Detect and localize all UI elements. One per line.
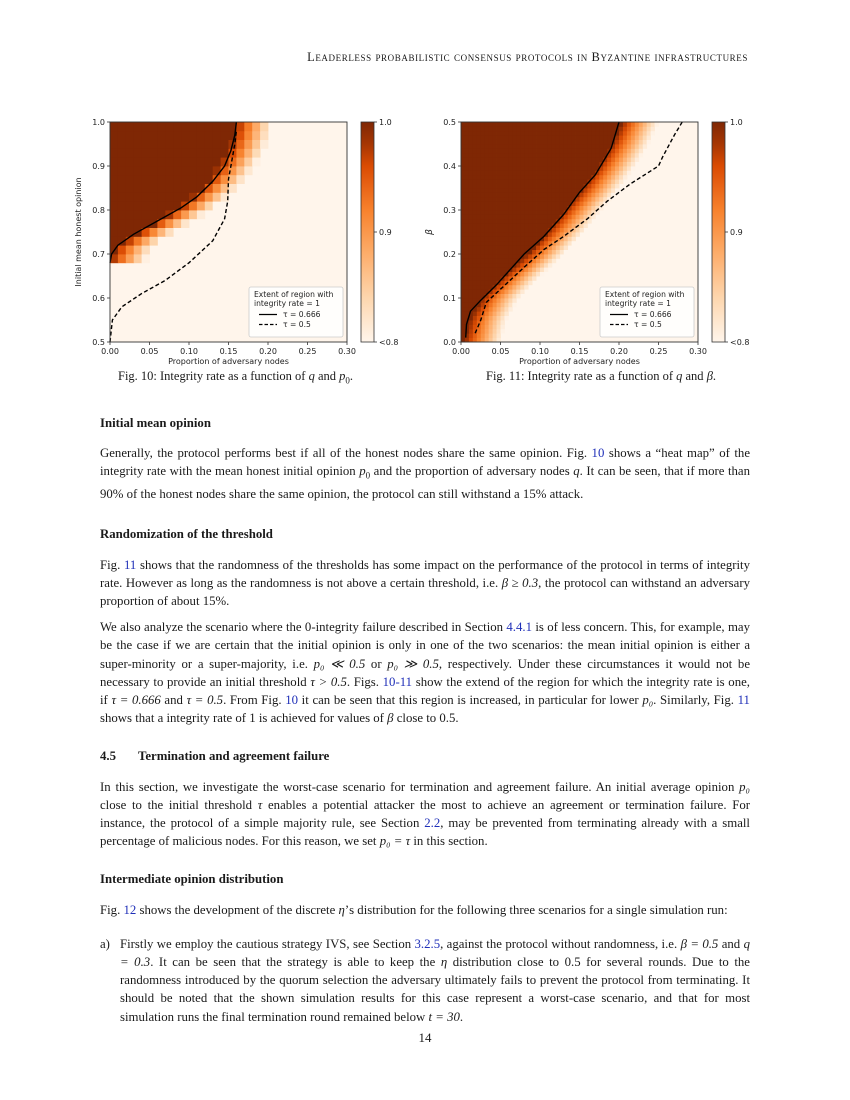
running-head: Leaderless probabilistic consensus protocols in Byzantine infrastructures [307, 50, 748, 64]
paragraph-termination: In this section, we investigate the worst-case scenario for termination and agreement failure. An initial average opinion p₀ close to the initial threshold τ enables a potential attacker the most to achieve an agreement or termination failure. For instance, the protocol of a simple majority rule, see Section 2.2, may be prevented from terminating already with a small percentage of malicious nodes. For this reason, we set p₀ = τ in this section. [100, 779, 750, 849]
ref-section-4-4-1[interactable]: 4.4.1 [506, 620, 532, 635]
paragraph-initial-mean: Generally, the protocol performs best if all of the honest nodes share the same opinion. Fig. 10 shows a “heat map” of the integrity rate with the mean honest initial opinion $p_0$ and the proportion of adversary nodes q. It can be seen, that if more than 90% of the honest nodes share the same opinion, the protocol can still withstand a 15% attack. [100, 446, 751, 502]
heading-initial-mean-opinion: Initial mean opinion [100, 416, 211, 430]
svg-text:1.0: 1.0 [92, 118, 105, 127]
paragraph-randomization-2: We also analyze the scenario where the 0-integrity failure described in Section 4.4.1 is of less concern. This, for example, may be the case if we are certain that the initial opinion is only in one of the two scenarios: the mean initial opinion is either a super-minority or a super-majority, i.e. p₀ ≪ 0.5 or p₀ ≫ 0.5, respectively. Under these circumstances it would not be necessary to provide an initial threshold τ > 0.5. Figs. 10-11 show the extend of the region for which the integrity rate is one, if τ = 0.666 and τ = 0.5. From Fig. 10 it can be seen that this region is increased, in particular for lower p₀. Similarly, Fig. 11 shows that a integrity rate of 1 is achieved for values of β close to 0.5. [100, 620, 750, 726]
svg-text:0.15: 0.15 [570, 347, 589, 356]
svg-text:τ = 0.666: τ = 0.666 [634, 310, 672, 319]
figure-11-heatmap [421, 112, 751, 370]
svg-text:<0.8: <0.8 [730, 338, 750, 347]
svg-text:τ = 0.5: τ = 0.5 [283, 320, 311, 329]
svg-text:0.7: 0.7 [92, 250, 105, 259]
heading-randomization: Randomization of the threshold [100, 527, 273, 542]
svg-text:Initial mean honest opinion: Initial mean honest opinion [74, 177, 83, 287]
svg-text:0.5: 0.5 [443, 118, 456, 127]
ref-fig-12[interactable]: 12 [123, 902, 137, 917]
svg-text:0.15: 0.15 [219, 347, 238, 356]
section-heading-4-5: 4.5 Termination and agreement failure [100, 749, 330, 764]
svg-text:0.25: 0.25 [649, 347, 668, 356]
svg-text:0.0: 0.0 [443, 338, 456, 347]
ref-section-3-2-5[interactable]: 3.2.5 [414, 936, 441, 951]
svg-text:0.9: 0.9 [92, 162, 105, 171]
svg-text:0.9: 0.9 [730, 228, 743, 237]
svg-text:β: β [425, 229, 435, 235]
svg-text:0.20: 0.20 [610, 347, 628, 356]
svg-text:0.20: 0.20 [259, 347, 277, 356]
figure-10-caption: Fig. 10: Integrity rate as a function of q and $p_0$. [118, 369, 354, 386]
svg-text:Proportion of adversary nodes: Proportion of adversary nodes [168, 357, 289, 366]
svg-text:0.8: 0.8 [92, 206, 105, 215]
svg-text:1.0: 1.0 [730, 118, 743, 127]
svg-text:integrity rate = 1: integrity rate = 1 [254, 299, 320, 308]
svg-text:Extent of region with: Extent of region with [254, 290, 334, 299]
svg-text:0.00: 0.00 [452, 347, 470, 356]
paragraph-intermediate: Fig. 12 shows the development of the discrete η’s distribution for the following three scenarios for a single simulation run: [100, 902, 728, 917]
page-number: 14 [418, 1030, 432, 1045]
list-item-a: a) Firstly we employ the cautious strategy IVS, see Section 3.2.5, against the protocol without randomness, i.e. β = 0.5 and q = 0.3. It can be seen that the strategy is able to keep the η distribution close to 0.5 for several rounds. Due to the randomness introduced by the quorum selection the adversary ultimately fails to prevent the protocol from terminating. It should be noted that the shown simulation results for this case represent a worst-case scenario, and that for most simulation runs the final termination round remained below t = 30. [100, 936, 750, 1024]
ref-fig-10[interactable]: 10 [591, 446, 605, 461]
svg-text:0.00: 0.00 [101, 347, 119, 356]
paragraph-randomization-1: Fig. 11 shows that the randomness of the thresholds has some impact on the performance of the protocol in terms of integrity rate. However as long as the randomness is not above a certain threshold, i.e. β ≥ 0.3, the protocol can withstand an adversary proportion of about 15%. [100, 557, 751, 608]
svg-text:Proportion of adversary nodes: Proportion of adversary nodes [519, 357, 640, 366]
svg-text:1.0: 1.0 [379, 118, 392, 127]
svg-text:0.10: 0.10 [531, 347, 549, 356]
ref-fig-11[interactable]: 11 [737, 692, 750, 707]
figure-10-heatmap [70, 112, 400, 370]
svg-text:integrity rate = 1: integrity rate = 1 [605, 299, 671, 308]
svg-text:0.30: 0.30 [338, 347, 356, 356]
svg-text:τ = 0.5: τ = 0.5 [634, 320, 662, 329]
ref-section-2-2[interactable]: 2.2 [424, 816, 441, 830]
svg-text:0.25: 0.25 [298, 347, 317, 356]
svg-text:0.05: 0.05 [140, 347, 159, 356]
svg-text:0.4: 0.4 [443, 162, 456, 171]
svg-text:0.2: 0.2 [443, 250, 456, 259]
svg-text:0.9: 0.9 [379, 228, 392, 237]
ref-figs-10-11[interactable]: 10-11 [382, 674, 413, 689]
svg-text:<0.8: <0.8 [379, 338, 399, 347]
svg-text:0.5: 0.5 [92, 338, 105, 347]
svg-text:0.10: 0.10 [180, 347, 198, 356]
svg-text:0.3: 0.3 [443, 206, 456, 215]
ref-fig-10[interactable]: 10 [285, 692, 299, 707]
svg-text:0.6: 0.6 [92, 294, 105, 303]
svg-text:0.05: 0.05 [491, 347, 510, 356]
svg-text:0.30: 0.30 [689, 347, 707, 356]
svg-text:Extent of region with: Extent of region with [605, 290, 685, 299]
body-text [100, 414, 750, 1034]
svg-text:τ = 0.666: τ = 0.666 [283, 310, 321, 319]
figure-11-caption: Fig. 11: Integrity rate as a function of q and β. [486, 369, 717, 383]
svg-text:0.1: 0.1 [443, 294, 456, 303]
heading-intermediate-opinion: Intermediate opinion distribution [100, 872, 284, 887]
ref-fig-11[interactable]: 11 [123, 557, 137, 572]
